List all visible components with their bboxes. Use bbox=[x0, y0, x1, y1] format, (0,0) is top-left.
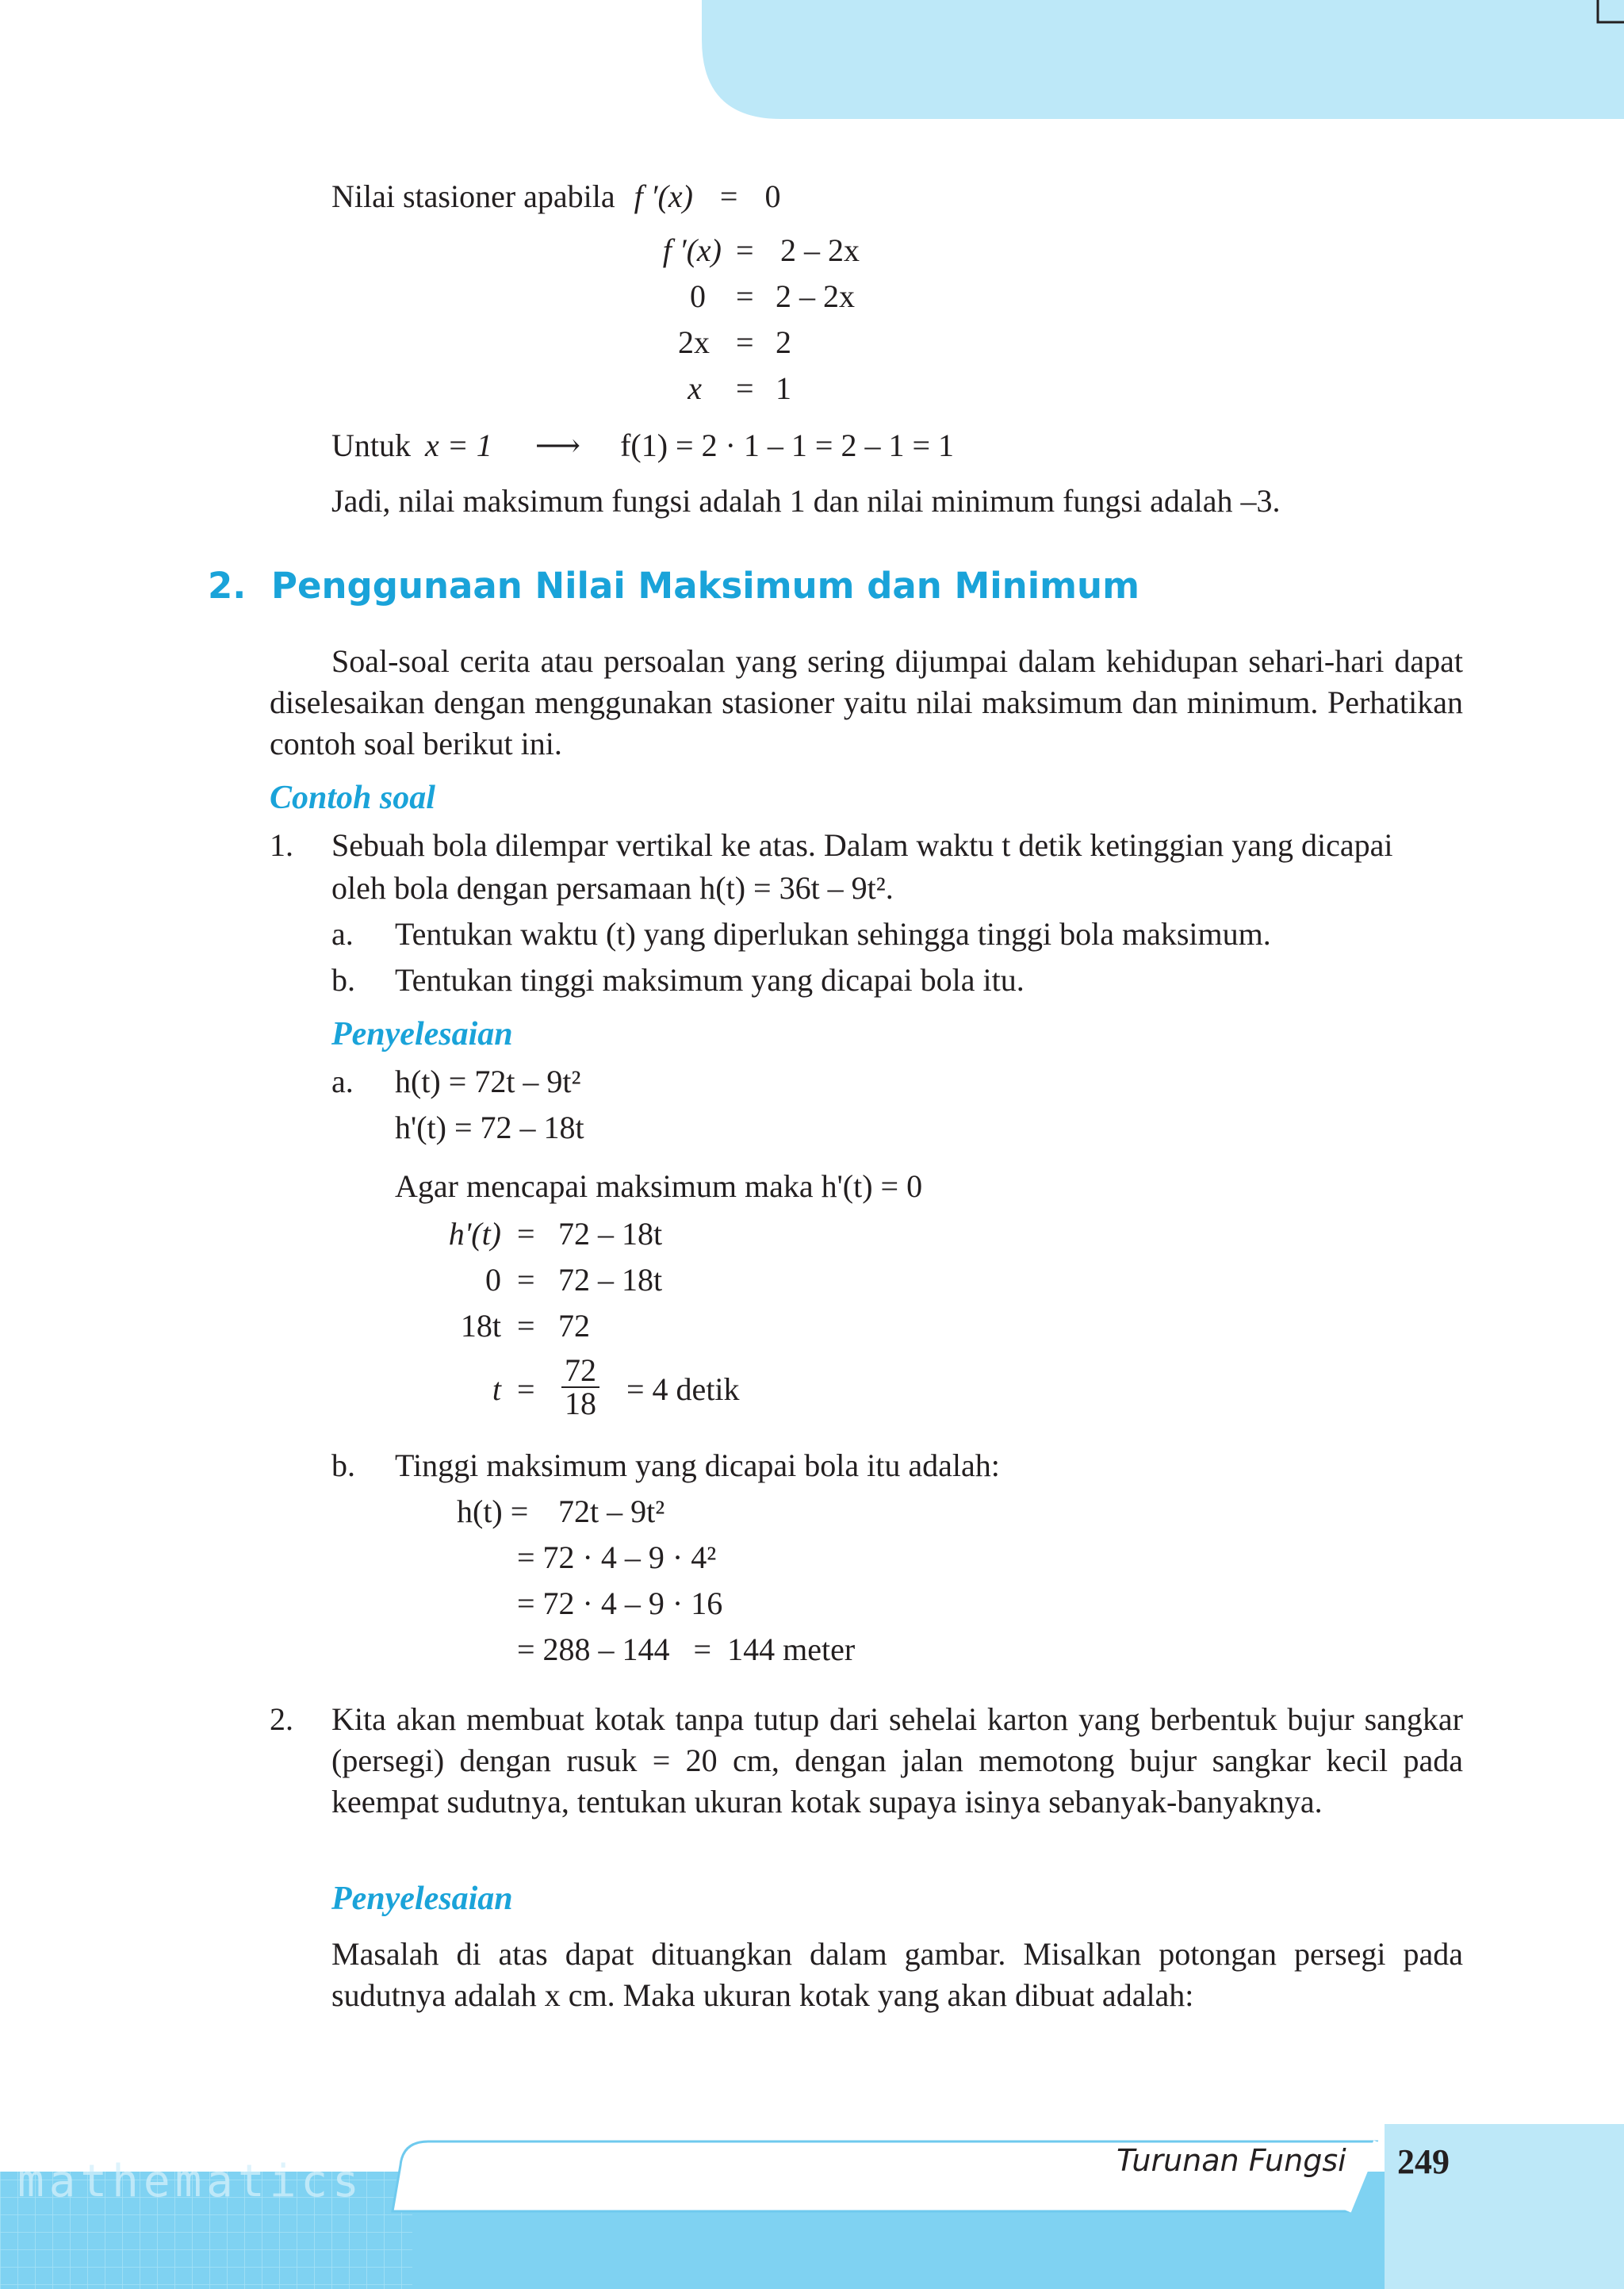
sol1a-step-rhs: 72 bbox=[558, 1308, 590, 1344]
sol1a-fraction bbox=[561, 1352, 599, 1421]
untuk-line: Untuk x = 1 ⟶ f(1) = 2 · 1 – 1 = 2 – 1 = 1 bbox=[331, 428, 955, 463]
contoh-soal-label: Contoh soal bbox=[270, 780, 435, 816]
sol1b-text: Tinggi maksimum yang dicapai bola itu adalah: bbox=[395, 1447, 1000, 1483]
q2-number: 2. bbox=[270, 1701, 293, 1737]
q1-a-text: Tentukan waktu (t) yang diperlukan sehingga tinggi bola maksimum. bbox=[395, 916, 1271, 952]
step-rhs: 1 bbox=[776, 370, 791, 406]
fraction-numerator: 72 bbox=[561, 1355, 599, 1388]
step-lhs: x bbox=[688, 370, 702, 406]
sol1a-step-lhs: h'(t) bbox=[448, 1216, 501, 1252]
step-eq: = bbox=[736, 324, 754, 360]
q1-b-label: b. bbox=[331, 962, 355, 998]
sol1b-lhs: h(t) = bbox=[457, 1493, 529, 1529]
section-title: Penggunaan Nilai Maksimum dan Minimum bbox=[271, 565, 1139, 607]
q2-text: Kita akan membuat kotak tanpa tutup dari sehelai karton yang berbentuk bujur sangkar (persegi) dengan rusuk = 20 cm, dengan jalan memotong bujur sangkar kecil pada keempat sudutnya, tentukan ukuran kotak supaya isinya sebanyak-banyaknya. bbox=[331, 1701, 1463, 1819]
step-eq: = bbox=[736, 370, 754, 406]
sol1a-step-rhs: 72 – 18t bbox=[558, 1216, 663, 1252]
sol1a-step-eq: = bbox=[517, 1216, 535, 1252]
sol1b-step: = 72 · 4 – 9 · 4² bbox=[517, 1539, 717, 1575]
sol1a-t-lhs: t bbox=[492, 1371, 501, 1407]
sol1a-step-rhs: 72 – 18t bbox=[558, 1262, 663, 1298]
sol1b-step: = 288 – 144 = 144 meter bbox=[517, 1631, 856, 1667]
header-banner bbox=[0, 0, 1624, 127]
sol1a-t-result: = 4 detik bbox=[626, 1371, 740, 1407]
penyelesaian-label: Penyelesaian bbox=[331, 1881, 513, 1917]
page-number: 249 bbox=[1397, 2142, 1450, 2181]
sol1a-t-eq: = bbox=[517, 1371, 535, 1407]
sol1a-step-lhs: 0 bbox=[485, 1262, 501, 1298]
sol1b-step: 72t – 9t² bbox=[558, 1493, 665, 1529]
sol1a-step-lhs: 18t bbox=[460, 1308, 501, 1344]
penyelesaian-label: Penyelesaian bbox=[331, 1016, 513, 1052]
step-lhs: f ′(x) bbox=[662, 232, 722, 268]
footer-chapter: Turunan Fungsi bbox=[1116, 2143, 1346, 2178]
sol1b-label: b. bbox=[331, 1447, 355, 1483]
step-rhs: 2 bbox=[776, 324, 791, 360]
q1-b-text: Tentukan tinggi maksimum yang dicapai bola itu. bbox=[395, 962, 1025, 998]
q1-number: 1. bbox=[270, 827, 293, 863]
q1-a-label: a. bbox=[331, 916, 354, 952]
conclusion: Jadi, nilai maksimum fungsi adalah 1 dan nilai minimum fungsi adalah –3. bbox=[331, 483, 1281, 519]
q1-line1: Sebuah bola dilempar vertikal ke atas. Dalam waktu t detik ketinggian yang dicapai bbox=[331, 827, 1393, 863]
step-eq: = bbox=[736, 232, 754, 268]
footer-watermark: mathematics bbox=[17, 2156, 364, 2207]
step-rhs: 2 – 2x bbox=[780, 232, 860, 268]
stationary-condition: Nilai stasioner apabila f ′(x) = 0 bbox=[331, 178, 781, 214]
intro-paragraph: Soal-soal cerita atau persoalan yang sering dijumpai dalam kehidupan sehari-hari dapat diselesaikan dengan menggunakan stasioner yaitu nilai maksimum dan minimum. Perhatikan contoh soal berikut ini. bbox=[270, 643, 1463, 761]
step-lhs: 0 bbox=[690, 278, 706, 314]
sol1b-step: = 72 · 4 – 9 · 16 bbox=[517, 1585, 723, 1621]
q1-line2: oleh bola dengan persamaan h(t) = 36t – 9t². bbox=[331, 870, 894, 906]
step-lhs: 2x bbox=[678, 324, 710, 360]
sol1a-label: a. bbox=[331, 1064, 354, 1099]
sol1a-step-eq: = bbox=[517, 1262, 535, 1298]
sol1a-eq2: h'(t) = 72 – 18t bbox=[395, 1110, 584, 1145]
step-eq: = bbox=[736, 278, 754, 314]
sol1a-step-eq: = bbox=[517, 1308, 535, 1344]
sol1a-eq1: h(t) = 72t – 9t² bbox=[395, 1064, 581, 1099]
sol1a-agar: Agar mencapai maksimum maka h'(t) = 0 bbox=[395, 1168, 923, 1204]
section-number: 2. bbox=[208, 565, 247, 607]
step-rhs: 2 – 2x bbox=[776, 278, 855, 314]
fraction-denominator: 18 bbox=[565, 1386, 596, 1421]
sol2-text: Masalah di atas dapat dituangkan dalam gambar. Misalkan potongan persegi pada sudutnya adalah x cm. Maka ukuran kotak yang akan dibuat adalah: bbox=[331, 1936, 1463, 2013]
